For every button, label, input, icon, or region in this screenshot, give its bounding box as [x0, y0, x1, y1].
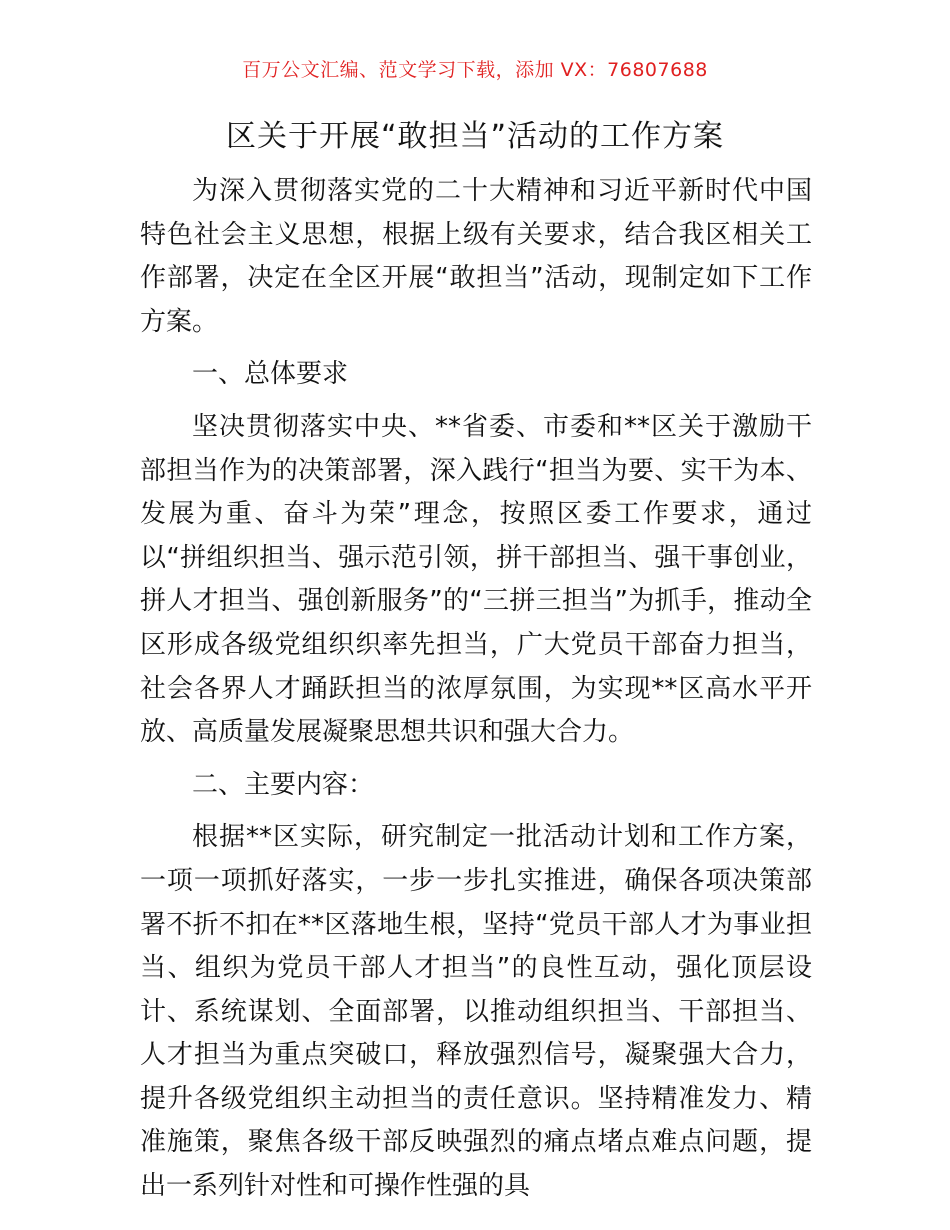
section-heading-2: 二、主要内容： — [192, 769, 375, 800]
document-body — [140, 170, 812, 1209]
intro-paragraph: 为深入贯彻落实党的二十大精神和习近平新时代中国特色社会主义思想，根据上级有关要求，结合我区相关工作部署，决定在全区开展“敢担当”活动，现制定如下工作方案。 — [140, 176, 812, 337]
section-body-1: 坚决贯彻落实中央、**省委、市委和**区关于激励干部担当作为的决策部署，深入践行“担当为要、实干为本、发展为重、奋斗为荣”理念，按照区委工作要求，通过以“拼组织担当、强示范引领，拼干部担当、强干事创业，拼人才担当、强创新服务”的“三拼三担当”为抓手，推动全区形成各级党组织织率先担当，广大党员干部奋力担当，社会各界人才踊跃担当的浓厚氛围，为实现**区高水平开放、高质量发展凝聚思想共识和强大合力。 — [140, 411, 812, 748]
watermark-banner: 百万公文汇编、范文学习下载，添加 VX：76807688 — [242, 59, 708, 81]
section-body-2: 根据**区实际，研究制定一批活动计划和工作方案，一项一项抓好落实，一步一步扎实推进，确保各项决策部署不折不扣在**区落地生根，坚持“党员干部人才为事业担当、组织为党员干部人才担当”的良性互动，强化顶层设计、系统谋划、全面部署，以推动组织担当、干部担当、人才担当为重点突破口，释放强烈信号，凝聚强大合力，提升各级党组织主动担当的责任意识。坚持精准发力、精准施策，聚焦各级干部反映强烈的痛点堵点难点问题，提出一系列针对性和可操作性强的具 — [140, 822, 812, 1202]
section-heading-1: 一、总体要求 — [192, 359, 349, 390]
page-title: 区关于开展“敢担当”活动的工作方案 — [225, 119, 725, 154]
